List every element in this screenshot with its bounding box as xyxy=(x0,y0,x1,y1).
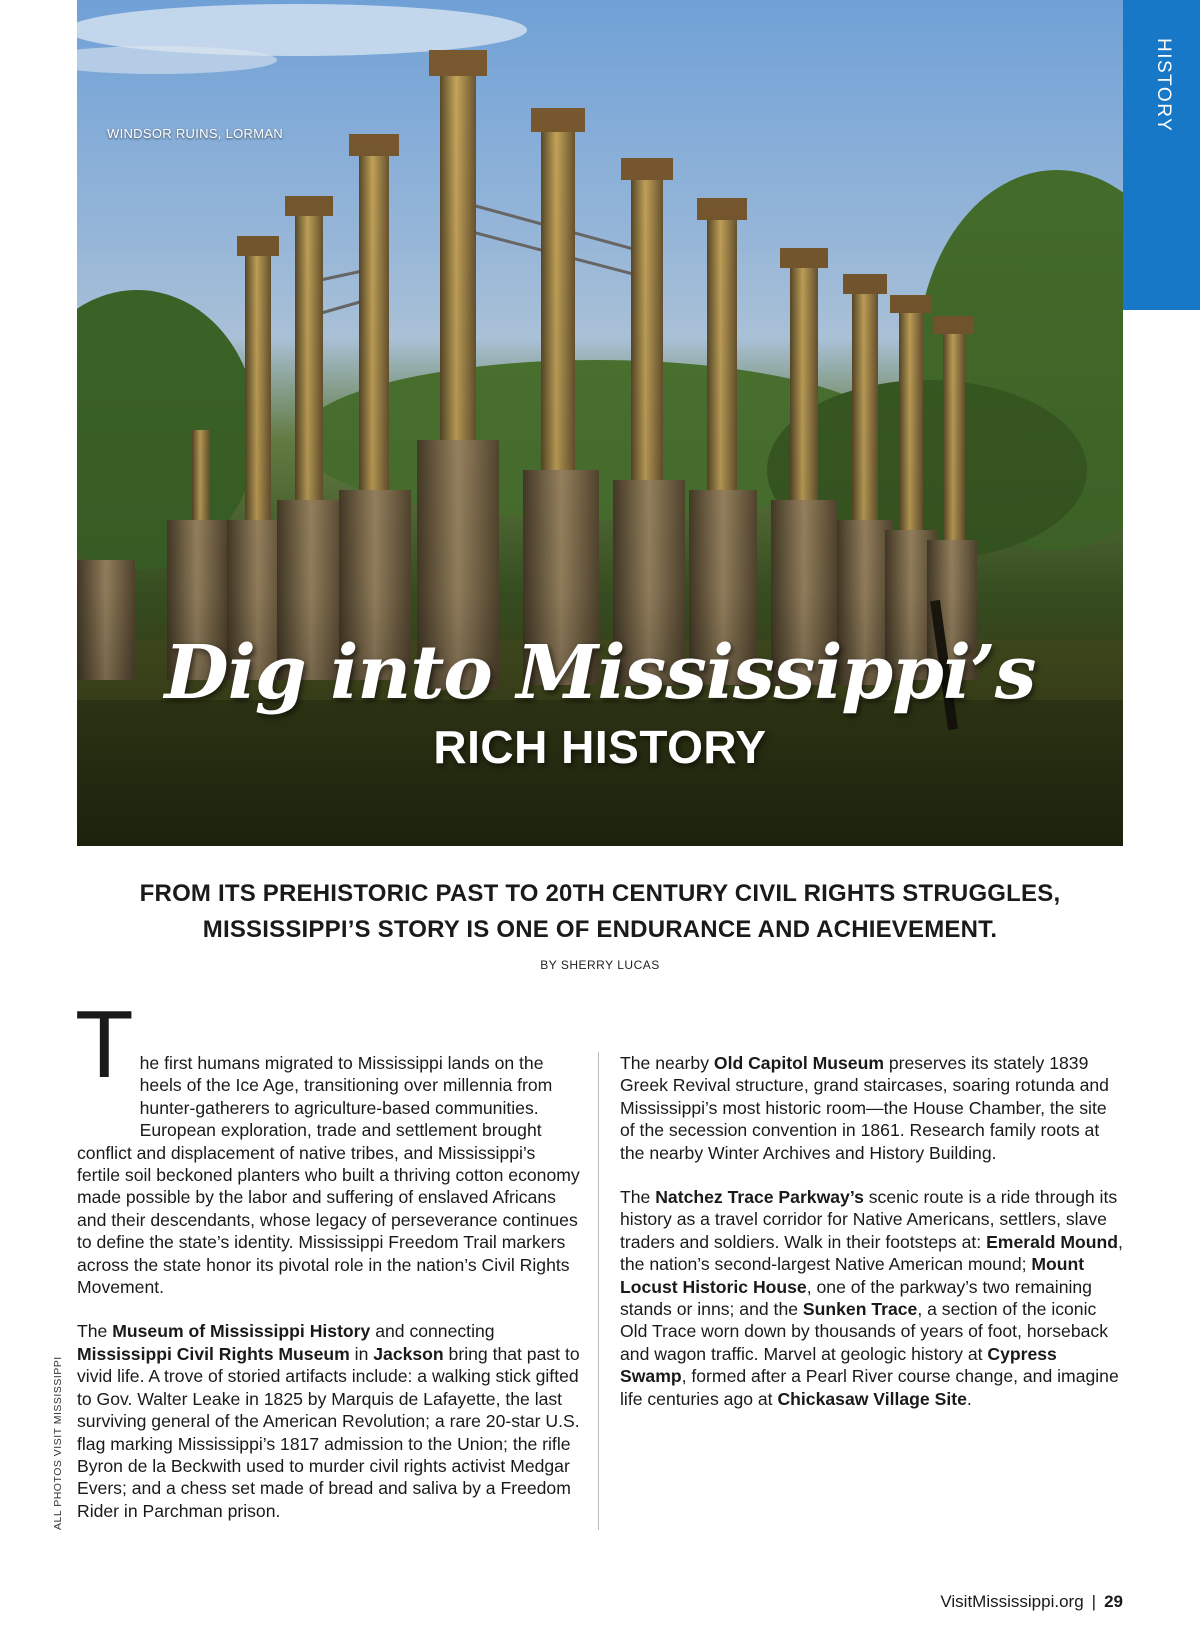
footer-separator: | xyxy=(1091,1592,1097,1611)
bold-natchez-trace-parkway: Natchez Trace Parkway’s xyxy=(655,1187,864,1208)
bold-emerald-mound: Emerald Mound xyxy=(986,1231,1119,1252)
bold-mount-locust: Mount Locust Historic House xyxy=(620,1254,1085,1297)
text-run: , formed after a Pearl River course change, and imagine life centuries ago at xyxy=(620,1366,1119,1409)
bold-civil-rights-museum: Mississippi Civil Rights Museum xyxy=(77,1343,350,1364)
paragraph-natchez-trace xyxy=(620,1186,1125,1410)
byline: BY SHERRY LUCAS xyxy=(540,958,660,972)
bold-museum-of-mississippi-history: Museum of Mississippi History xyxy=(112,1321,371,1342)
article-deck xyxy=(77,876,1123,948)
text-run: preserves its stately 1839 Greek Revival structure, grand staircases, soaring rotunda and Mississippi’s most historic room—the House Chamber, the site of the secession convention in 1861. Research family roots at the nearby Winter Archives and History Building. xyxy=(620,1053,1109,1163)
section-tab xyxy=(1123,0,1200,310)
bold-jackson: Jackson xyxy=(373,1343,444,1364)
column-divider xyxy=(598,1052,599,1530)
bold-sunken-trace: Sunken Trace xyxy=(802,1299,918,1320)
paragraph-intro xyxy=(75,991,580,1298)
paragraph-intro-text: he first humans migrated to Mississippi lands on the heels of the Ice Age, transitioning over millennia from hunter-gatherers to agriculture-based communities. European exploration, trade and settlement brought conflict and displacement of native tribes, and Mississippi’s fertile soil beckoned planters who built a thriving cotton economy made possible by the labor and suffering of enslaved Africans and their descendants, whose legacy of perseverance continues to define the state’s identity. Mississippi Freedom Trail markers across the state honor its pivotal role in the nation’s Civil Rights Movement. xyxy=(77,1053,580,1298)
text-run: , one of the parkway’s two remaining stands or inns; and the xyxy=(620,1276,1092,1320)
drop-cap: T xyxy=(75,991,134,1098)
text-run: and connecting xyxy=(370,1321,495,1342)
headline-subtitle: RICH HISTORY xyxy=(433,721,767,773)
deck-line-2: MISSISSIPPI’S STORY IS ONE OF ENDURANCE AND ACHIEVEMENT. xyxy=(202,916,998,943)
text-run: The xyxy=(620,1187,656,1208)
headline-script: Dig into Mississippi’s xyxy=(164,630,1036,716)
paragraph-museums xyxy=(77,1320,580,1522)
bold-chickasaw-village-site: Chickasaw Village Site xyxy=(777,1388,967,1409)
photo-credit: ALL PHOTOS VISIT MISSISSIPPI xyxy=(52,1356,64,1530)
deck-line-1: FROM ITS PREHISTORIC PAST TO 20TH CENTURY CIVIL RIGHTS STRUGGLES, xyxy=(139,880,1061,907)
text-run: in xyxy=(349,1343,374,1364)
section-tab-label: HISTORY xyxy=(1152,38,1174,133)
paragraph-old-capitol xyxy=(620,1052,1125,1164)
bold-cypress-swamp: Cypress Swamp xyxy=(620,1343,1057,1387)
text-run: , a section of the iconic Old Trace worn down by thousands of years of foot, horseback and wagon traffic. Marvel at geologic history at xyxy=(620,1299,1109,1364)
page-number: 29 xyxy=(1104,1592,1123,1611)
text-run: The xyxy=(77,1321,113,1342)
hero-photo xyxy=(77,0,1123,846)
footer-website: VisitMississippi.org xyxy=(940,1592,1084,1611)
page-footer xyxy=(940,1592,1123,1612)
body-column-right xyxy=(620,1052,1125,1432)
text-run: bring that past to vivid life. A trove of storied artifacts include: a walking stick gifted to Gov. Walter Leake in 1825 by Marquis de Lafayette, the last surviving general of the American Revolution; a rare 20-star U.S. flag marking Mississippi’s 1817 admission to the Union; the rifle Byron de la Beckwith used to murder civil rights activist Medgar Evers; and a chess set made of bread and saliva by a Freedom Rider in Parchman prison. xyxy=(77,1343,580,1521)
text-run: . xyxy=(966,1388,972,1409)
text-run: , the nation’s second-largest Native American mound; xyxy=(620,1231,1123,1275)
text-run: The nearby xyxy=(620,1053,714,1073)
body-column-left xyxy=(75,991,580,1544)
photo-caption: WINDSOR RUINS, LORMAN xyxy=(107,126,284,141)
bold-old-capitol-museum: Old Capitol Museum xyxy=(713,1053,884,1073)
text-run: scenic route is a ride through its history as a travel corridor for Native Americans, settlers, slave traders and soldiers. Walk in their footsteps at: xyxy=(620,1187,1118,1252)
